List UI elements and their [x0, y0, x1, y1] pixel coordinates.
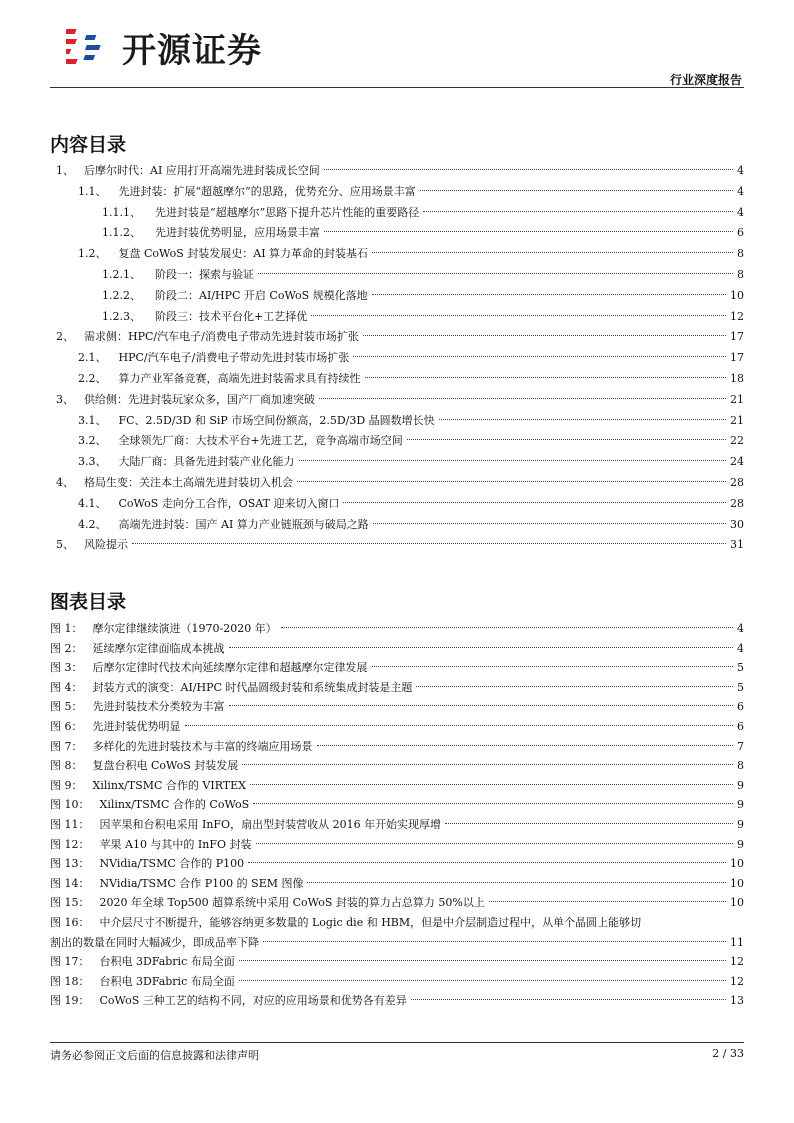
figures-entry-title: 复盘台积电 CoWoS 封装发展	[92, 759, 239, 773]
figures-entry[interactable]	[50, 991, 744, 1011]
figures-entry-number: 图 13：	[50, 857, 90, 871]
contents-entry[interactable]	[50, 265, 744, 285]
dot-leader	[263, 941, 726, 942]
figures-entry-number: 图 6：	[50, 720, 83, 733]
figures-entry-page: 10	[730, 876, 744, 890]
contents-entry[interactable]	[50, 182, 744, 202]
figures-entry-title: 后摩尔定律时代技术向延续摩尔定律和超越摩尔定律发展	[92, 661, 368, 675]
figures-entry[interactable]	[50, 737, 744, 757]
contents-entry-title: 格局生变：关注本土高端先进封装切入机会	[84, 476, 293, 489]
contents-title: 内容目录	[50, 134, 127, 156]
dot-leader	[324, 169, 733, 170]
figures-entry-title: CoWoS 三种工艺的结构不同，对应的应用场景和优势各有差异	[99, 994, 407, 1008]
figures-entry-title: 苹果 A10 与其中的 InFO 封装	[99, 837, 252, 851]
figures-entry[interactable]	[50, 678, 744, 698]
contents-entry-page: 21	[730, 413, 744, 427]
contents-entry-page: 10	[730, 288, 744, 302]
contents-entry[interactable]	[50, 223, 744, 243]
figures-entry-page: 5	[737, 680, 744, 694]
figures-entry-page: 9	[737, 798, 744, 812]
figures-entry-page: 11	[730, 935, 744, 949]
contents-entry-title: 大陆厂商：具备先进封装产业化能力	[118, 455, 295, 469]
figures-entry-number: 图 7：	[50, 739, 83, 753]
report-type-label: 行业深度报告	[669, 73, 742, 87]
dot-leader	[423, 211, 733, 212]
dot-leader	[416, 686, 733, 687]
dot-leader	[307, 882, 726, 883]
figures-title: 图表目录	[50, 591, 127, 613]
figures-entry[interactable]	[50, 717, 744, 737]
figures-entry[interactable]	[50, 913, 744, 933]
figures-entry-number: 图 19：	[50, 994, 90, 1008]
contents-entry-page: 4	[737, 184, 744, 198]
figures-entry-number: 图 17：	[50, 955, 90, 969]
contents-entry-title: 先进封装：扩展“超越摩尔”的思路，优势充分、应用场景丰富	[118, 184, 416, 198]
contents-entry-page: 28	[730, 476, 744, 489]
figures-entry-title: 割出的数量在同时大幅减少，即成品率下降	[50, 935, 259, 949]
contents-entry[interactable]	[50, 203, 744, 223]
contents-entry-page: 8	[737, 268, 744, 281]
contents-entry-title: 高端先进封装：国产 AI 算力产业链瓶颈与破局之路	[118, 517, 369, 531]
contents-entry-title: 先进封装优势明显，应用场景丰富	[155, 226, 320, 240]
contents-entry-page: 12	[730, 309, 744, 323]
figures-entry-page: 6	[737, 700, 744, 714]
contents-entry-number: 1.2、	[78, 247, 107, 261]
figures-entry-number: 图 2：	[50, 641, 83, 655]
dot-leader	[256, 843, 733, 844]
dot-leader	[229, 647, 734, 648]
figures-entry-number: 图 15：	[50, 896, 90, 910]
dot-leader	[281, 627, 733, 628]
dot-leader	[373, 523, 726, 524]
contents-entry-number: 1.2.1、	[102, 268, 141, 281]
contents-entry[interactable]	[50, 473, 744, 493]
contents-entry[interactable]	[50, 431, 744, 451]
figures-entry[interactable]	[50, 854, 744, 874]
dot-leader	[439, 419, 726, 420]
figures-entry-number: 图 5：	[50, 700, 83, 714]
contents-entry-number: 2.1、	[78, 351, 107, 365]
figures-entry-title: NVidia/TSMC 合作的 P100	[99, 857, 245, 871]
dot-leader	[248, 862, 726, 863]
dot-leader	[489, 901, 726, 902]
contents-entry-number: 4.1、	[78, 496, 107, 510]
dot-leader	[317, 745, 734, 746]
figures-entry-page: 10	[730, 857, 744, 871]
contents-entry-page: 24	[730, 455, 744, 469]
figures-entry-number: 图 11：	[50, 818, 90, 831]
figures-entry-title: 台积电 3DFabric 布局全面	[99, 955, 235, 969]
contents-entry-title: 先进封装是“超越摩尔”思路下提升芯片性能的重要路径	[155, 205, 420, 219]
dot-leader	[420, 190, 733, 191]
contents-entry[interactable]	[50, 348, 744, 368]
page-number: 2 / 33	[712, 1047, 744, 1060]
figures-entry-title: 因苹果和台积电采用 InFO，扇出型封装营收从 2016 年开始实现厚增	[99, 818, 442, 831]
contents-entry[interactable]	[50, 307, 744, 327]
figures-entry-number: 图 9：	[50, 778, 83, 792]
figures-entry-title: 摩尔定律继续演进（1970-2020 年）	[92, 622, 277, 635]
figures-entry[interactable]	[50, 639, 744, 659]
contents-entry-number: 5、	[56, 538, 74, 552]
figures-entry-number: 图 18：	[50, 974, 90, 988]
contents-entry-title: 风险提示	[84, 538, 128, 552]
dot-leader	[411, 999, 726, 1000]
contents-entry-number: 3、	[56, 392, 74, 406]
dot-leader	[343, 502, 726, 503]
figures-entry-number: 图 14：	[50, 876, 90, 890]
dot-leader	[229, 705, 734, 706]
logo-icon	[66, 25, 116, 70]
company-logo	[66, 25, 262, 70]
figures-entry-title: 先进封装技术分类较为丰富	[92, 700, 225, 714]
dot-leader	[445, 823, 733, 824]
dot-leader	[239, 960, 726, 961]
figures-entry[interactable]	[50, 815, 744, 835]
dot-leader	[258, 273, 733, 274]
contents-entry-number: 3.1、	[78, 413, 107, 427]
contents-entry-number: 1.2.3、	[102, 309, 141, 323]
figures-entry-number: 图 16：	[50, 916, 90, 929]
dot-leader	[365, 377, 727, 378]
figures-entry-page: 9	[737, 837, 744, 851]
contents-entry-title: 全球领先厂商：大技术平台+先进工艺，竞争高端市场空间	[118, 434, 403, 448]
header-divider	[50, 87, 744, 88]
contents-entry-number: 4.2、	[78, 517, 107, 531]
dot-leader	[324, 231, 733, 232]
figures-entry[interactable]	[50, 952, 744, 972]
dot-leader	[372, 294, 726, 295]
figures-entry[interactable]	[50, 697, 744, 717]
contents-entry-title: 阶段一：探索与验证	[155, 268, 254, 281]
contents-entry-number: 3.2、	[78, 434, 107, 448]
dot-leader	[319, 398, 726, 399]
contents-entry[interactable]	[50, 369, 744, 389]
figures-entry-title: Xilinx/TSMC 合作的 CoWoS	[99, 798, 250, 812]
contents-entry[interactable]	[50, 452, 744, 472]
figures-entry-number: 图 10：	[50, 798, 90, 812]
dot-leader	[363, 335, 726, 336]
dot-leader	[253, 803, 733, 804]
dot-leader	[132, 543, 726, 544]
contents-entry-title: 算力产业军备竞赛，高端先进封装需求具有持续性	[118, 372, 361, 385]
figures-entry-page: 9	[737, 818, 744, 831]
figures-entry[interactable]	[50, 756, 744, 776]
figures-entry-page: 4	[737, 641, 744, 655]
contents-entry-page: 17	[730, 351, 744, 365]
contents-entry-title: 需求侧：HPC/汽车电子/消费电子带动先进封装市场扩张	[84, 330, 359, 344]
figures-entry-page: 9	[737, 778, 744, 792]
contents-entry[interactable]	[50, 411, 744, 431]
contents-entry-page: 4	[737, 164, 744, 177]
figures-entry-page: 13	[730, 994, 744, 1008]
dot-leader	[353, 356, 726, 357]
contents-entry-page: 22	[730, 434, 744, 448]
figures-entry-title: 延续摩尔定律面临成本挑战	[92, 641, 225, 655]
figures-entry-number: 图 3：	[50, 661, 83, 675]
dot-leader	[185, 725, 734, 726]
contents-entry-number: 1、	[56, 164, 74, 177]
figures-entry-page: 6	[737, 720, 744, 733]
figures-entry-title: 中介层尺寸不断提升，能够容纳更多数量的 Logic die 和 HBM，但是中介层制造过程中，从单个晶圆上能够切	[99, 916, 642, 929]
contents-entry-number: 3.3、	[78, 455, 107, 469]
contents-entry[interactable]	[50, 286, 744, 306]
footer-divider	[50, 1042, 744, 1043]
dot-leader	[372, 666, 734, 667]
figures-entry-number: 图 8：	[50, 759, 83, 773]
figures-entry[interactable]	[50, 893, 744, 913]
contents-entry-title: 阶段二：AI/HPC 开启 CoWoS 规模化落地	[155, 288, 368, 302]
contents-entry-number: 1.1.1、	[102, 205, 141, 219]
contents-entry-number: 4、	[56, 476, 74, 489]
figures-entry-page: 12	[730, 974, 744, 988]
figures-entry-number: 图 1：	[50, 622, 83, 635]
contents-entry-number: 1.1、	[78, 184, 107, 198]
figures-entry-page: 12	[730, 955, 744, 969]
contents-entry-page: 28	[730, 496, 744, 510]
contents-entry-page: 18	[730, 372, 744, 385]
dot-leader	[297, 481, 726, 482]
contents-entry-number: 1.1.2、	[102, 226, 141, 240]
dot-leader	[311, 315, 726, 316]
contents-entry-title: HPC/汽车电子/消费电子带动先进封装市场扩张	[118, 351, 350, 365]
dot-leader	[372, 252, 733, 253]
contents-entry[interactable]	[50, 515, 744, 535]
contents-entry-number: 2、	[56, 330, 74, 344]
figures-entry-page: 8	[737, 759, 744, 773]
contents-entry[interactable]	[50, 327, 744, 347]
figures-entry-number: 图 4：	[50, 680, 83, 694]
contents-entry-page: 8	[737, 247, 744, 261]
dot-leader	[407, 439, 726, 440]
figures-entry-title: NVidia/TSMC 合作 P100 的 SEM 图像	[99, 876, 304, 890]
contents-entry[interactable]	[50, 535, 744, 555]
figures-entry-title: 封装方式的演变：AI/HPC 时代晶圆级封装和系统集成封装是主题	[92, 680, 413, 694]
contents-entry-page: 30	[730, 517, 744, 531]
figures-entry-number: 图 12：	[50, 837, 90, 851]
logo-text: 开源证券	[122, 31, 262, 71]
figures-entry-title: Xilinx/TSMC 合作的 VIRTEX	[92, 778, 247, 792]
contents-entry-number: 1.2.2、	[102, 288, 141, 302]
figures-entry-title: 台积电 3DFabric 布局全面	[99, 974, 235, 988]
figures-entry[interactable]	[50, 874, 744, 894]
figures-entry-page: 7	[737, 739, 744, 753]
contents-entry-title: 供给侧：先进封装玩家众多，国产厂商加速突破	[84, 392, 315, 406]
contents-entry-title: 后摩尔时代：AI 应用打开高端先进封装成长空间	[84, 164, 320, 177]
figures-entry[interactable]	[50, 619, 744, 639]
figures-entry-page: 10	[730, 896, 744, 910]
dot-leader	[239, 980, 726, 981]
figures-entry-page: 4	[737, 622, 744, 635]
figures-entry[interactable]	[50, 972, 744, 992]
figures-entry-title: 先进封装优势明显	[92, 720, 181, 733]
figures-entry[interactable]	[50, 776, 744, 796]
dot-leader	[299, 460, 727, 461]
contents-entry-page: 6	[737, 226, 744, 240]
contents-entry-number: 2.2、	[78, 372, 107, 385]
contents-entry-page: 17	[730, 330, 744, 344]
contents-entry-page: 21	[730, 392, 744, 406]
figures-entry-title: 2020 年全球 Top500 超算系统中采用 CoWoS 封装的算力占总算力 50%以上	[99, 896, 485, 910]
contents-entry-page: 4	[737, 205, 744, 219]
figures-entry[interactable]	[50, 835, 744, 855]
figures-entry-page: 5	[737, 661, 744, 675]
contents-entry[interactable]	[50, 244, 744, 264]
figures-entry[interactable]	[50, 795, 744, 815]
dot-leader	[242, 764, 733, 765]
contents-entry[interactable]	[50, 494, 744, 514]
contents-entry[interactable]	[50, 161, 744, 181]
figures-entry-continuation[interactable]	[50, 933, 744, 953]
dot-leader	[250, 784, 733, 785]
contents-entry-title: CoWoS 走向分工合作，OSAT 迎来切入窗口	[118, 496, 340, 510]
contents-entry-page: 31	[730, 538, 744, 552]
figures-entry[interactable]	[50, 658, 744, 678]
contents-entry-title: 阶段三：技术平台化+工艺择优	[155, 309, 308, 323]
figures-entry-title: 多样化的先进封装技术与丰富的终端应用场景	[92, 739, 313, 753]
contents-entry-title: 复盘 CoWoS 封装发展史：AI 算力革命的封装基石	[118, 247, 369, 261]
contents-entry[interactable]	[50, 390, 744, 410]
contents-entry-title: FC、2.5D/3D 和 SiP 市场空间份额高，2.5D/3D 晶圆数增长快	[118, 413, 435, 427]
footer-disclaimer: 请务必参阅正文后面的信息披露和法律声明	[50, 1049, 259, 1062]
